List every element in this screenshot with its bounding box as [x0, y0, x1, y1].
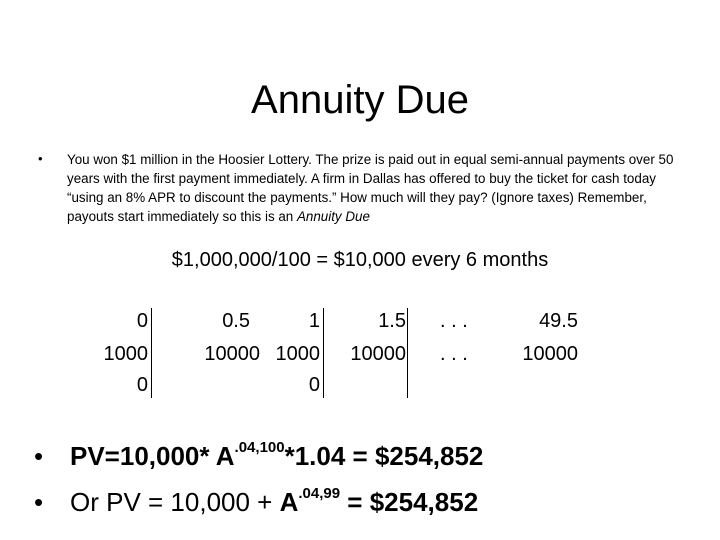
bullet-marker: • — [34, 487, 44, 517]
timeline-ellipsis-cf: . . . — [440, 343, 468, 365]
timeline-cf-0-line2: 0 — [136, 374, 148, 396]
pv-formula-1-prefix: PV=10,000* A — [70, 441, 235, 471]
pv-formula-2-sup: .04,99 — [298, 485, 341, 503]
payment-equation: $1,000,000/100 = $10,000 every 6 months — [171, 249, 549, 271]
timeline-divider — [323, 308, 324, 398]
problem-statement — [67, 150, 692, 226]
timeline-cf-0-line1: 1000 — [103, 343, 148, 365]
bullet-marker: • — [34, 441, 44, 471]
pv-formula-1 — [70, 441, 483, 471]
annuity-due-term: Annuity Due — [296, 209, 370, 224]
timeline-divider — [407, 308, 408, 398]
pv-formula-2-suffix: = $254,852 — [340, 487, 479, 517]
pv-formula-1-suffix: *1.04 = $254,852 — [284, 441, 484, 471]
timeline-cf-last: 10000 — [522, 343, 578, 365]
timeline-cf-1: 10000 — [204, 343, 260, 365]
result-line-2 — [34, 486, 478, 518]
pv-formula-2-prefix: Or PV = 10,000 + — [70, 487, 280, 517]
timeline-cf-2-line2: 0 — [308, 374, 320, 396]
timeline-ellipsis-time: . . . — [440, 310, 468, 332]
timeline-time-3: 1.5 — [378, 310, 406, 332]
slide-title: Annuity Due — [251, 78, 469, 122]
result-line-1 — [34, 440, 483, 472]
timeline-time-last: 49.5 — [539, 310, 578, 332]
timeline-time-2: 1 — [308, 310, 320, 332]
timeline-divider — [151, 308, 152, 398]
pv-formula-2-a: A — [279, 487, 299, 517]
bullet-marker: • — [38, 151, 43, 166]
timeline-time-0: 0 — [136, 310, 148, 332]
pv-formula-2-annuity — [280, 487, 479, 517]
timeline-cf-2-line1: 1000 — [275, 343, 320, 365]
timeline-time-1: 0.5 — [222, 310, 250, 332]
timeline-cf-3: 10000 — [350, 343, 406, 365]
problem-text: You won $1 million in the Hoosier Lottery. The prize is paid out in equal semi-annual payments over 50 years with the first payment immediately. A firm in Dallas has offered to buy the ticket for cash today “using an 8% APR to discount the payments.” How much will they pay? (Ignore taxes) Remember, payouts start immediately so this is an — [67, 152, 674, 224]
pv-formula-1-sup: .04,100 — [234, 439, 285, 457]
